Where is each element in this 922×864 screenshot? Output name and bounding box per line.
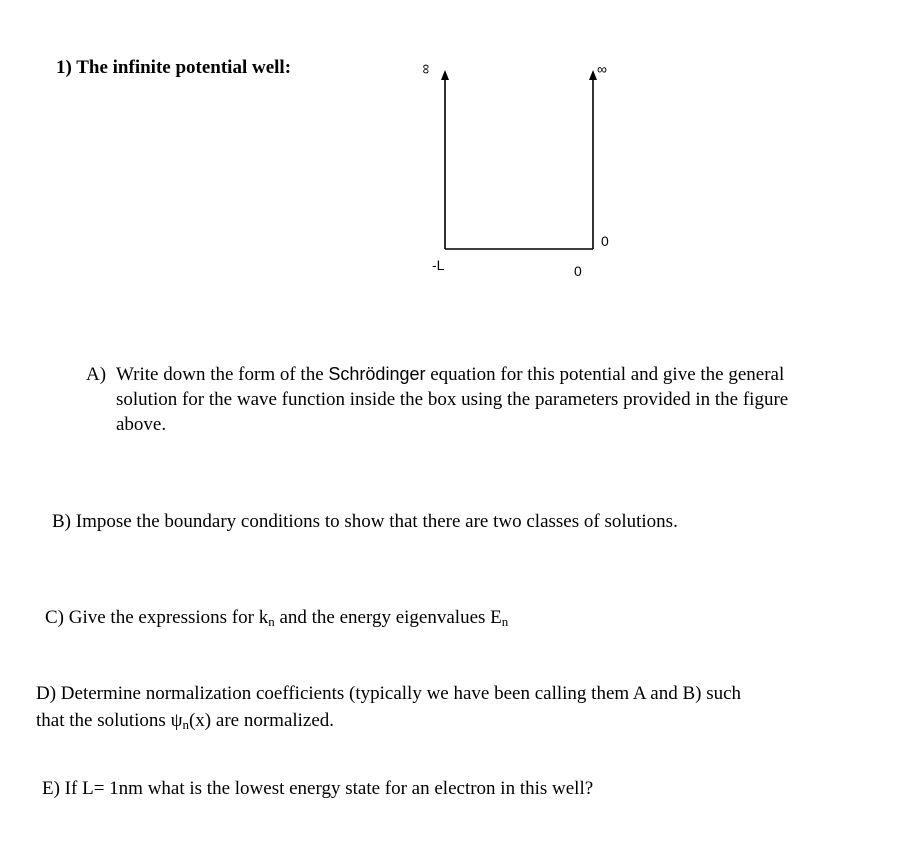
- question-a-line2: solution for the wave function inside the box using the parameters provided in the figure: [116, 389, 789, 410]
- question-d-line2: [36, 707, 896, 734]
- potential-well-figure: [0, 0, 922, 320]
- schrodinger-word: Schrödinger: [328, 364, 426, 384]
- bottom-zero-label: 0: [574, 263, 582, 279]
- question-c-text1: C) Give the expressions for k: [45, 607, 269, 628]
- question-d: [36, 680, 896, 734]
- question-d-line1: D) Determine normalization coefficients (typically we have been calling them A and B) such: [36, 683, 742, 704]
- question-b: B) Impose the boundary conditions to show that there are two classes of solutions.: [52, 511, 678, 532]
- question-a-line1: [86, 362, 866, 387]
- left-position-label: -L: [432, 257, 445, 273]
- left-wall-arrowhead: [441, 70, 449, 80]
- question-a-line3: above.: [116, 414, 167, 435]
- question-c-sub2: n: [501, 614, 509, 629]
- question-e: E) If L= 1nm what is the lowest energy state for an electron in this well?: [42, 778, 594, 799]
- right-infinity-label: ∞: [597, 61, 607, 77]
- question-a-text1: Write down the form of the: [116, 364, 329, 385]
- right-zero-label: 0: [601, 233, 609, 249]
- question-d-text2: (x) are normalized.: [188, 710, 335, 731]
- question-a: [86, 362, 866, 437]
- question-c-sub1: n: [268, 614, 275, 629]
- question-c-text2: and the energy eigenvalues E: [274, 607, 502, 628]
- right-wall-arrowhead: [589, 70, 597, 80]
- left-infinity-label: ∞: [416, 64, 433, 74]
- question-c: [45, 606, 508, 630]
- question-a-label: A): [86, 364, 107, 385]
- question-d-text1: that the solutions ψ: [36, 710, 183, 731]
- question-d-sub: n: [182, 717, 189, 732]
- problem-title: 1) The infinite potential well:: [56, 57, 292, 78]
- question-a-text2: equation for this potential and give the general: [425, 364, 785, 385]
